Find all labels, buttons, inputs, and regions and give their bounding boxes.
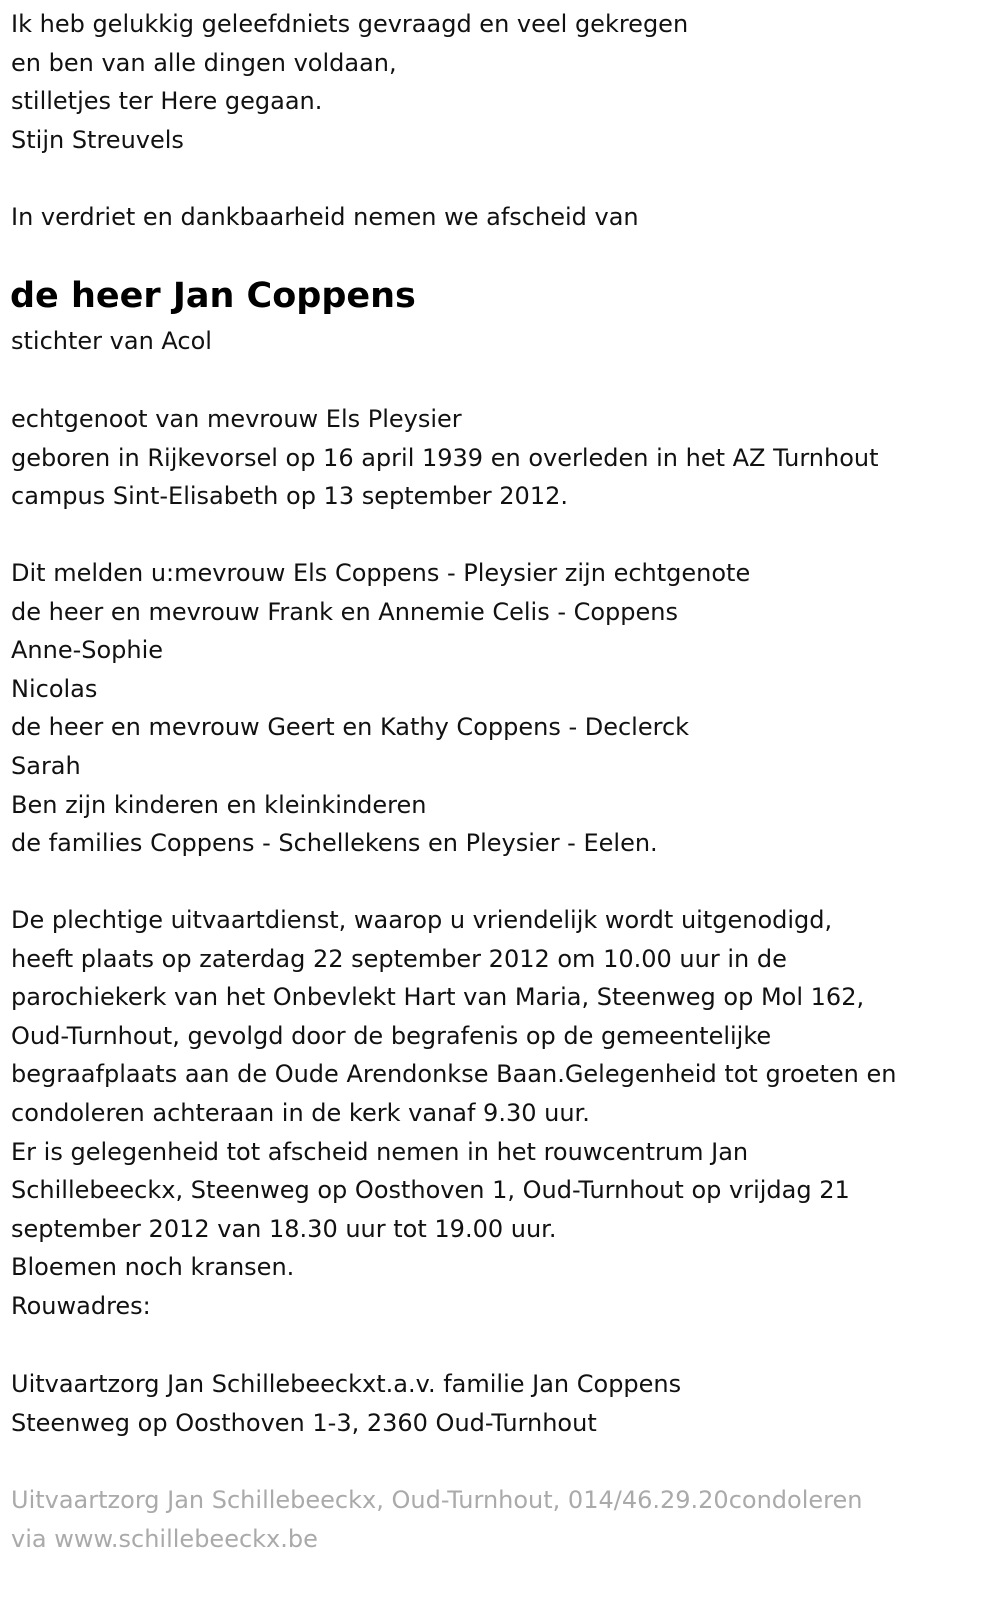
family-line: Nicolas [11,674,98,703]
family-line: de heer en mevrouw Frank en Annemie Celis - Coppens [11,597,679,626]
deceased-name: de heer Jan Coppens [10,276,416,316]
bio-line: geboren in Rijkevorsel op 16 april 1939 en overleden in het AZ Turnhout [11,443,879,472]
service-line: parochiekerk van het Onbevlekt Hart van Maria, Steenweg op Mol 162, [11,983,865,1012]
poem-line: Ik heb gelukkig geleefdniets gevraagd en veel gekregen [11,10,689,38]
address-line: Steenweg op Oosthoven 1-3, 2360 Oud-Turnhout [11,1408,597,1437]
family-line: Ben zijn kinderen en kleinkinderen [11,790,427,819]
poem-line: en ben van alle dingen voldaan, [11,48,397,77]
service-line: De plechtige uitvaartdienst, waarop u vriendelijk wordt uitgenodigd, [11,906,833,934]
mourning-address [11,1365,681,1442]
service-line: begraafplaats aan de Oude Arendonkse Baan.Gelegenheid tot groeten en [11,1060,897,1089]
service-line: september 2012 van 18.30 uur tot 19.00 uur. [11,1214,557,1243]
subtitle [11,322,212,361]
service-line: Schillebeeckx, Steenweg op Oosthoven 1, Oud-Turnhout op vrijdag 21 [11,1176,850,1205]
address-line: Uitvaartzorg Jan Schillebeeckxt.a.v. familie Jan Coppens [11,1370,682,1398]
subtitle-text: stichter van Acol [11,327,212,355]
service-line: condoleren achteraan in de kerk vanaf 9.30 uur. [11,1098,590,1127]
service-line: Rouwadres: [11,1291,151,1320]
poem-line: stilletjes ter Here gegaan. [11,87,323,116]
family-line: de families Coppens - Schellekens en Pleysier - Eelen. [11,829,658,858]
footer [11,1481,862,1558]
service-line: Oud-Turnhout, gevolgd door de begrafenis op de gemeentelijke [11,1021,772,1050]
poem [11,5,688,159]
family-line: Dit melden u:mevrouw Els Coppens - Pleysier zijn echtgenote [11,559,751,587]
family-line: de heer en mevrouw Geert en Kathy Coppens - Declerck [11,713,690,742]
service-line: Bloemen noch kransen. [11,1253,295,1282]
intro-text: In verdriet en dankbaarheid nemen we afscheid van [11,203,639,231]
footer-line: via www.schillebeeckx.be [11,1524,318,1553]
footer-line: Uitvaartzorg Jan Schillebeeckx, Oud-Turnhout, 014/46.29.20condoleren [11,1486,863,1514]
bio [11,400,879,516]
family-line: Sarah [11,751,81,780]
bio-line: echtgenoot van mevrouw Els Pleysier [11,405,462,433]
family-line: Anne-Sophie [11,636,164,665]
service-info [11,901,896,1326]
service-line: Er is gelegenheid tot afscheid nemen in het rouwcentrum Jan [11,1137,749,1166]
poem-author: Stijn Streuvels [11,125,184,154]
service-line: heeft plaats op zaterdag 22 september 2012 om 10.00 uur in de [11,944,787,973]
family [11,554,750,863]
bio-line: campus Sint-Elisabeth op 13 september 2012. [11,482,568,511]
intro [11,198,639,237]
